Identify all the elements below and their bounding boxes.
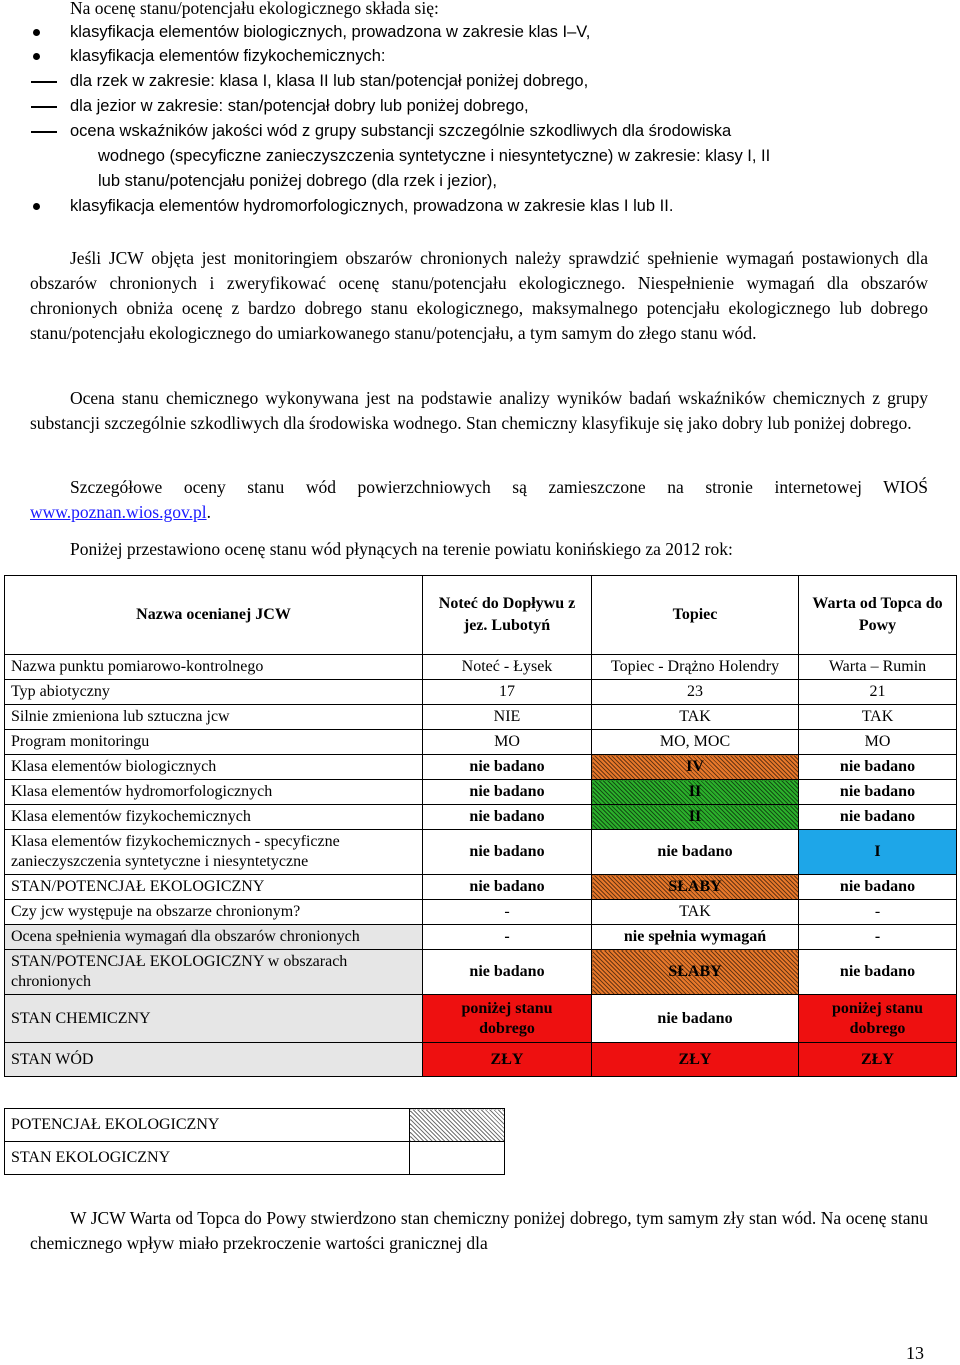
table-row: Program monitoringu MO MO, MOC MO	[5, 730, 957, 755]
table-row: Klasa elementów fizykochemicznych - specyficzne zanieczyszczenia syntetyczne i niesyntetyczne nie badano nie badano I	[5, 830, 957, 875]
class-badge-green: II	[592, 780, 799, 805]
table-row: Klasa elementów hydromorfologicznych nie badano II nie badano	[5, 780, 957, 805]
criteria-list	[0, 20, 960, 219]
status-badge-red: poniżej stanu dobrego	[423, 995, 592, 1043]
list-item: dla jezior w zakresie: stan/potencjał dobry lub poniżej dobrego,	[0, 94, 960, 119]
paragraph-wios-link: Szczegółowe oceny stanu wód powierzchniowych są zamieszczone na stronie internetowej WIOŚ www.poznan.wios.gov.pl.	[30, 477, 928, 522]
dash-icon	[31, 106, 57, 108]
list-item: ocena wskaźników jakości wód z grupy substancji szczególnie szkodliwych dla środowiska	[0, 119, 960, 144]
table-row: Ocena spełnienia wymagań dla obszarów chronionych - nie spełnia wymagań -	[5, 925, 957, 950]
table-header-row	[5, 576, 957, 655]
dash-icon	[31, 131, 57, 133]
list-item: dla rzek w zakresie: klasa I, klasa II lub stan/potencjał poniżej dobrego,	[0, 69, 960, 94]
list-item: klasyfikacja elementów biologicznych, prowadzona w zakresie klas I–V,	[0, 20, 960, 44]
status-badge-orange: SŁABY	[592, 875, 799, 900]
list-item-continuation: wodnego (specyficzne zanieczyszczenia syntetyczne i niesyntetyczne) w zakresie: klasy I, II	[98, 147, 771, 165]
status-badge-red: ZŁY	[592, 1043, 799, 1077]
header-cell: Nazwa ocenianej JCW	[5, 576, 423, 655]
legend-row: POTENCJAŁ EKOLOGICZNY	[5, 1109, 505, 1142]
class-badge-orange: IV	[592, 755, 799, 780]
table-row: STAN/POTENCJAŁ EKOLOGICZNY w obszarach chronionych nie badano SŁABY nie badano	[5, 950, 957, 995]
status-badge-red: ZŁY	[423, 1043, 592, 1077]
status-badge-red: poniżej stanu dobrego	[799, 995, 957, 1043]
status-badge-red: ZŁY	[799, 1043, 957, 1077]
header-cell: Warta od Topca do Powy	[799, 576, 957, 655]
list-item: klasyfikacja elementów fizykochemicznych:	[0, 44, 960, 69]
list-item: klasyfikacja elementów hydromorfologicznych, prowadzona w zakresie klas I lub II.	[0, 194, 960, 219]
bullet-icon	[33, 29, 40, 36]
paragraph-protected-areas: Jeśli JCW objęta jest monitoringiem obszarów chronionych należy sprawdzić spełnienie wymagań postawionych dla obszarów chronionych i zweryfikować ocenę stanu/potencjału ekologicznego. Niespełnienie wymagań dla obszarów chronionych obniża ocenę z bardzo dobrego stanu ekologicznego, maksymalnego potencjału ekologicznego lub dobrego stanu/potencjału ekologicznego do umiarkowanego stanu/potencjału, a tym samym do złego stanu wód.	[30, 248, 928, 343]
table-row: Silnie zmieniona lub sztuczna jcw NIE TAK TAK	[5, 705, 957, 730]
legend-hatch-swatch	[410, 1109, 505, 1142]
table-row: STAN CHEMICZNY poniżej stanu dobrego nie badano poniżej stanu dobrego	[5, 995, 957, 1043]
table-row: Klasa elementów fizykochemicznych nie badano II nie badano	[5, 805, 957, 830]
table-row: Typ abiotyczny 17 23 21	[5, 680, 957, 705]
class-badge-green: II	[592, 805, 799, 830]
legend-row: STAN EKOLOGICZNY	[5, 1142, 505, 1175]
page-number: 13	[906, 1343, 924, 1363]
header-cell: Noteć do Dopływu z jez. Lubotyń	[423, 576, 592, 655]
legend-plain-swatch	[410, 1142, 505, 1175]
paragraph-chemical-status: Ocena stanu chemicznego wykonywana jest na podstawie analizy wyników badań wskaźników chemicznych z grupy substancji szczególnie szkodliwych dla środowiska wodnego. Stan chemiczny klasyfikuje się jako dobry lub poniżej dobrego.	[30, 388, 928, 433]
paragraph-conclusion: W JCW Warta od Topca do Powy stwierdzono stan chemiczny poniżej dobrego, tym samym zły stan wód. Na ocenę stanu chemicznego wpływ miało przekroczenie wartości granicznej dla	[30, 1208, 928, 1253]
table-row: Nazwa punktu pomiarowo-kontrolnego Noteć - Łysek Topiec - Drążno Holendry Warta – Rumin	[5, 655, 957, 680]
header-cell: Topiec	[592, 576, 799, 655]
water-assessment-table	[4, 575, 957, 1077]
status-badge-orange: SŁABY	[592, 950, 799, 995]
table-row: STAN WÓD ZŁY ZŁY ZŁY	[5, 1043, 957, 1077]
bullet-icon	[33, 53, 40, 60]
class-badge-blue: I	[799, 830, 957, 875]
table-row: Klasa elementów biologicznych nie badano IV nie badano	[5, 755, 957, 780]
wios-website-link[interactable]: www.poznan.wios.gov.pl	[30, 502, 207, 522]
table-row: Czy jcw występuje na obszarze chronionym? - TAK -	[5, 900, 957, 925]
table-row: STAN/POTENCJAŁ EKOLOGICZNY nie badano SŁABY nie badano	[5, 875, 957, 900]
intro-line: Na ocenę stanu/potencjału ekologicznego składa się:	[70, 0, 439, 18]
bullet-icon	[33, 203, 40, 210]
legend-table	[4, 1108, 505, 1175]
list-item-continuation: lub stanu/potencjału poniżej dobrego (dla rzek i jezior),	[98, 172, 497, 190]
dash-icon	[31, 81, 57, 83]
paragraph-table-intro: Poniżej przestawiono ocenę stanu wód płynących na terenie powiatu konińskiego za 2012 rok:	[70, 539, 733, 559]
